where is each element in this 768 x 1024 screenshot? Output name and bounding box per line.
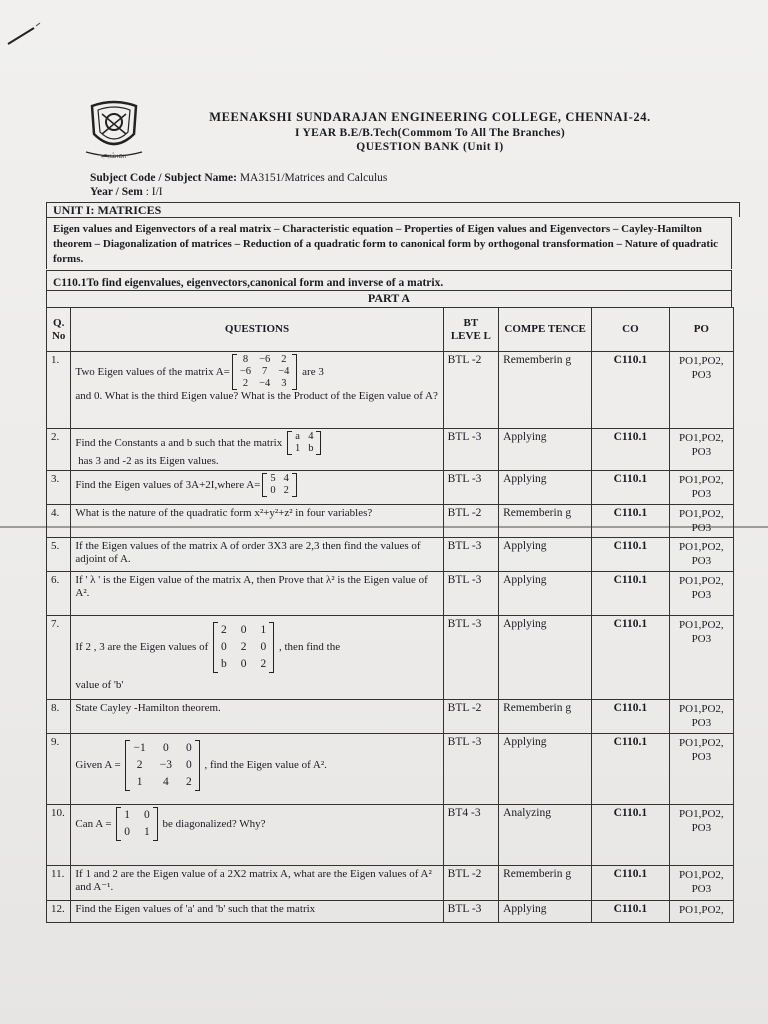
program-outcomes: PO1,PO2, PO3 xyxy=(669,616,733,700)
question-post: , find the Eigen value of A². xyxy=(201,759,327,771)
table-row xyxy=(47,616,734,700)
course-outcome-code: C110.1 xyxy=(592,572,670,616)
matrix-cell: −4 xyxy=(278,366,290,377)
matrix-cell: 0 xyxy=(240,624,247,636)
year-sem-line xyxy=(90,186,163,198)
question-number: 5. xyxy=(47,538,71,572)
matrix-right-bracket xyxy=(153,807,158,841)
matrix-cell: b xyxy=(308,443,314,454)
col-header-co: CO xyxy=(592,308,670,352)
competence: Applying xyxy=(499,538,592,572)
question-text xyxy=(71,805,443,866)
matrix xyxy=(287,431,322,455)
table-row xyxy=(47,866,734,901)
program-outcomes: PO1,PO2, PO3 xyxy=(669,734,733,805)
matrix-cell: 0 xyxy=(260,641,267,653)
course-outcome-code: C110.1 xyxy=(592,429,670,471)
table-header-row xyxy=(47,308,734,352)
course-outcome-code: C110.1 xyxy=(592,616,670,700)
program-outcomes: PO1,PO2, PO3 xyxy=(669,471,733,505)
question-text xyxy=(71,471,443,505)
questions-table xyxy=(46,307,734,923)
question-number: 3. xyxy=(47,471,71,505)
table-row xyxy=(47,538,734,572)
question-number: 7. xyxy=(47,616,71,700)
question-text: If the Eigen values of the matrix A of order 3X3 are 2,3 then find the values of adjoint of A. xyxy=(71,538,443,572)
course-outcome-code: C110.1 xyxy=(592,805,670,866)
bt-level: BTL -2 xyxy=(443,505,498,538)
program-outcomes: PO1,PO2, PO3 xyxy=(669,866,733,901)
question-text: If 1 and 2 are the Eigen value of a 2X2 matrix A, what are the Eigen values of A² and A⁻¹. xyxy=(71,866,443,901)
matrix-cell: 0 xyxy=(124,826,131,838)
bt-level: BTL -2 xyxy=(443,700,498,734)
matrix-cell: 7 xyxy=(262,366,268,377)
question-line xyxy=(75,473,438,497)
matrix-cell: 0 xyxy=(162,742,169,754)
table-row xyxy=(47,471,734,505)
question-text xyxy=(71,734,443,805)
bt-level: BTL -3 xyxy=(443,538,498,572)
matrix-cell: 8 xyxy=(242,354,249,365)
matrix-cell: −6 xyxy=(259,354,271,365)
pen-mark xyxy=(4,20,44,50)
course-outcome-code: C110.1 xyxy=(592,734,670,805)
table-row xyxy=(47,805,734,866)
matrix xyxy=(232,354,298,390)
matrix-cell: 1 xyxy=(294,443,301,454)
program-outcomes: PO1,PO2, PO3 xyxy=(669,805,733,866)
matrix-cell: 2 xyxy=(136,759,143,771)
program-outcomes: PO1,PO2, PO3 xyxy=(669,572,733,616)
part-heading: PART A xyxy=(46,290,732,307)
question-number: 10. xyxy=(47,805,71,866)
subject-line xyxy=(90,172,387,184)
matrix-cell: 0 xyxy=(270,485,276,496)
matrix-cell: 5 xyxy=(270,473,276,484)
matrix-right-bracket xyxy=(269,622,274,673)
bt-level: BTL -3 xyxy=(443,471,498,505)
question-bank-title: QUESTION BANK (Unit I) xyxy=(356,141,504,153)
table-row xyxy=(47,505,734,538)
matrix-grid xyxy=(130,740,194,791)
matrix xyxy=(213,622,274,673)
program-outcomes: PO1,PO2, PO3 xyxy=(669,505,733,538)
matrix-cell: 0 xyxy=(185,742,192,754)
table-row xyxy=(47,700,734,734)
question-post: are 3 xyxy=(299,365,324,378)
competence: Rememberin g xyxy=(499,505,592,538)
matrix-cell: 2 xyxy=(242,378,249,389)
question-text: What is the nature of the quadratic form x²+y²+z² in four variables? xyxy=(71,505,443,538)
matrix xyxy=(262,473,297,497)
matrix-grid xyxy=(267,473,292,497)
bt-level: BTL -3 xyxy=(443,572,498,616)
matrix-grid xyxy=(121,807,153,841)
year-sem-label: Year / Sem xyxy=(90,186,143,198)
program-outcomes: PO1,PO2, PO3 xyxy=(669,352,733,429)
competence: Rememberin g xyxy=(499,700,592,734)
matrix-cell: 2 xyxy=(260,658,267,670)
program-outcomes: PO1,PO2, PO3 xyxy=(669,429,733,471)
bt-level: BTL -2 xyxy=(443,866,498,901)
matrix-grid xyxy=(237,354,293,390)
matrix-cell: 4 xyxy=(283,473,289,484)
bt-level: BTL -3 xyxy=(443,901,498,923)
question-line xyxy=(75,354,438,390)
competence: Applying xyxy=(499,901,592,923)
course-outcome-code: C110.1 xyxy=(592,471,670,505)
matrix-cell: 2 xyxy=(240,641,247,653)
question-line xyxy=(75,807,438,841)
competence: Applying xyxy=(499,471,592,505)
competence: Applying xyxy=(499,616,592,700)
question-text xyxy=(71,616,443,700)
col-header-no: Q. No xyxy=(47,308,71,352)
matrix-cell: −3 xyxy=(159,759,172,771)
college-logo xyxy=(80,98,148,164)
question-line xyxy=(75,431,438,468)
matrix-cell: 1 xyxy=(136,776,143,788)
matrix-right-bracket xyxy=(292,473,297,497)
matrix-cell: −6 xyxy=(239,366,252,377)
matrix-cell: 4 xyxy=(308,431,314,442)
matrix-cell: 0 xyxy=(144,809,150,821)
program-outcomes: PO1,PO2, PO3 xyxy=(669,700,733,734)
question-continuation: and 0. What is the third Eigen value? What is the Product of the Eigen value of A? xyxy=(75,390,438,402)
program-outcomes: PO1,PO2, xyxy=(669,901,733,923)
table-row xyxy=(47,429,734,471)
question-number: 1. xyxy=(47,352,71,429)
paper-fold xyxy=(0,526,768,528)
unit-title: UNIT I: MATRICES xyxy=(46,202,740,217)
matrix-cell: 0 xyxy=(240,658,247,670)
bt-level: BTL -3 xyxy=(443,734,498,805)
question-pre: If 2 , 3 are the Eigen values of xyxy=(75,641,211,653)
course-outcome-code: C110.1 xyxy=(592,901,670,923)
matrix-cell: 2 xyxy=(281,354,287,365)
subject-value: MA3151/Matrices and Calculus xyxy=(239,172,388,184)
course-outcome: C110.1To find eigenvalues, eigenvectors,canonical form and inverse of a matrix. xyxy=(46,270,732,290)
year-sem-value: : I/I xyxy=(145,186,163,198)
bt-level: BTL -3 xyxy=(443,616,498,700)
competence: Rememberin g xyxy=(499,866,592,901)
col-header-questions: QUESTIONS xyxy=(71,308,443,352)
bt-level: BT4 -3 xyxy=(443,805,498,866)
competence: Applying xyxy=(499,734,592,805)
matrix-cell: −1 xyxy=(133,742,146,754)
question-text: Find the Eigen values of 'a' and 'b' such that the matrix xyxy=(71,901,443,923)
matrix-cell: 0 xyxy=(221,641,227,653)
table-row xyxy=(47,901,734,923)
competence: Rememberin g xyxy=(499,352,592,429)
matrix-cell: 1 xyxy=(260,624,267,636)
course-outcome-code: C110.1 xyxy=(592,505,670,538)
matrix-cell: 3 xyxy=(281,378,287,389)
year-line: I YEAR B.E/B.Tech(Commom To All The Branches) xyxy=(295,127,565,139)
question-number: 9. xyxy=(47,734,71,805)
matrix-cell: a xyxy=(295,431,300,442)
matrix-cell: b xyxy=(221,658,227,670)
question-text: If ' λ ' is the Eigen value of the matrix A, then Prove that λ² is the Eigen value of A². xyxy=(71,572,443,616)
matrix-right-bracket xyxy=(292,354,297,390)
question-post: be diagonalized? Why? xyxy=(159,817,266,830)
unit-syllabus: Eigen values and Eigenvectors of a real matrix – Characteristic equation – Properties of Eigen values and Eigenvectors – Cayley-Hamilton theorem – Diagonalization of matrices – Reduction of a quadratic form to canonical form by orthogonal transformation – Nature of quadratic forms. xyxy=(46,217,732,269)
bt-level: BTL -2 xyxy=(443,352,498,429)
matrix-grid xyxy=(292,431,317,455)
logo-text: அம்மா xyxy=(101,151,127,160)
question-line xyxy=(75,736,438,791)
col-header-bt: BT LEVE L xyxy=(443,308,498,352)
question-continuation: value of 'b' xyxy=(75,679,124,691)
matrix xyxy=(116,807,158,841)
matrix-cell: 2 xyxy=(185,776,192,788)
college-name: MEENAKSHI SUNDARAJAN ENGINEERING COLLEGE, CHENNAI-24. xyxy=(209,110,651,124)
question-number: 12. xyxy=(47,901,71,923)
matrix-grid xyxy=(218,622,269,673)
matrix-cell: 2 xyxy=(283,485,289,496)
matrix-right-bracket xyxy=(195,740,200,791)
question-text xyxy=(71,429,443,471)
course-outcome-code: C110.1 xyxy=(592,866,670,901)
question-pre: Can A = xyxy=(75,817,115,830)
question-pre: Find the Eigen values of 3A+2I,where A= xyxy=(75,478,261,491)
matrix-right-bracket xyxy=(316,431,321,455)
question-post: has 3 and -2 as its Eigen values. xyxy=(75,455,219,467)
competence: Applying xyxy=(499,429,592,471)
question-pre: Given A = xyxy=(75,759,124,771)
matrix-cell: 2 xyxy=(221,624,227,636)
question-pre: Two Eigen values of the matrix A= xyxy=(75,365,230,378)
question-text xyxy=(71,352,443,429)
question-post: , then find the xyxy=(276,641,341,653)
matrix-cell: 1 xyxy=(144,826,150,838)
col-header-po: PO xyxy=(669,308,733,352)
question-number: 6. xyxy=(47,572,71,616)
course-outcome-code: C110.1 xyxy=(592,538,670,572)
matrix-cell: 4 xyxy=(162,776,169,788)
table-row xyxy=(47,352,734,429)
question-number: 11. xyxy=(47,866,71,901)
question-number: 2. xyxy=(47,429,71,471)
course-outcome-code: C110.1 xyxy=(592,700,670,734)
table-row xyxy=(47,572,734,616)
question-number: 4. xyxy=(47,505,71,538)
question-number: 8. xyxy=(47,700,71,734)
matrix-cell: 1 xyxy=(124,809,131,821)
competence: Analyzing xyxy=(499,805,592,866)
matrix xyxy=(125,740,199,791)
question-line xyxy=(75,618,438,673)
table-row xyxy=(47,734,734,805)
header xyxy=(150,110,710,153)
bt-level: BTL -3 xyxy=(443,429,498,471)
course-outcome-code: C110.1 xyxy=(592,352,670,429)
subject-label: Subject Code / Subject Name: xyxy=(90,172,237,184)
program-outcomes: PO1,PO2, PO3 xyxy=(669,538,733,572)
matrix-cell: 0 xyxy=(185,759,192,771)
competence: Applying xyxy=(499,572,592,616)
question-text: State Cayley -Hamilton theorem. xyxy=(71,700,443,734)
question-pre: Find the Constants a and b such that the matrix xyxy=(75,436,285,449)
col-header-competence: COMPE TENCE xyxy=(499,308,592,352)
matrix-cell: −4 xyxy=(259,378,271,389)
